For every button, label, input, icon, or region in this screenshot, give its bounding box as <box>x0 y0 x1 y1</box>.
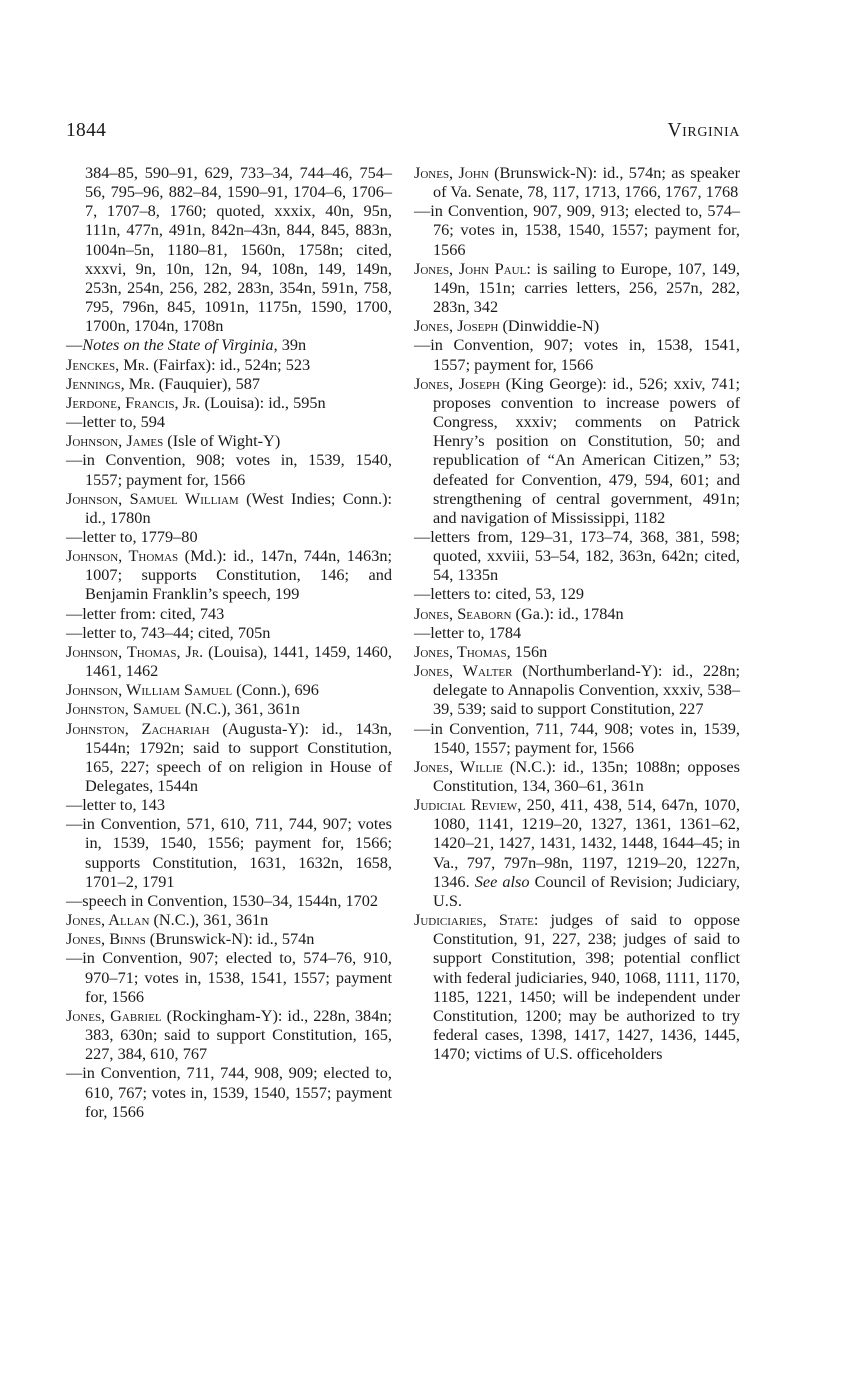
index-entry <box>414 259 740 316</box>
entry-heading: Johnson, Thomas, Jr. <box>66 641 204 661</box>
entry-text: : is sailing to Europe, 107, 149, 149n, 151n; carries letters, 256, 257n, 282, 283n, 342 <box>433 258 740 317</box>
page-header <box>66 120 740 150</box>
entry-text: (West Indies; Conn.): id., 1780n <box>85 488 393 527</box>
entry-text: , 39n <box>273 335 307 355</box>
entry-heading: Jones, Willie <box>414 756 503 776</box>
entry-text: (Conn.), 696 <box>232 680 319 700</box>
entry-text: Council of Revision; Judiciary, U.S. <box>433 871 740 910</box>
index-entry <box>414 910 740 1063</box>
index-entry <box>66 910 392 929</box>
entry-text: (Fauquier), 587 <box>154 373 260 393</box>
entry-italic-text: Notes on the State of Virginia <box>82 335 274 355</box>
index-entry <box>66 527 392 546</box>
index-entry <box>66 642 392 680</box>
index-entry <box>66 412 392 431</box>
entry-text: (Dinwiddie-N) <box>498 316 600 336</box>
entry-heading: Jerdone, Francis, Jr. <box>66 392 201 412</box>
entry-text: : judges of said to oppose Constitution, 91, 227, 238; judges of said to support Constitution, 398; potential conflict with federal judiciaries, 940, 1068, 1111, 1170, 1185, 1221, 1450; will be independent under Constitution, 1200; may be authorized to try federal cases, 1398, 1417, 1427, 1436, 1445, 1470; victims of U.S. officeholders <box>433 910 740 1064</box>
entry-italic-text: See also <box>474 871 530 891</box>
index-entry <box>414 642 740 661</box>
entry-text: —letter to, 143 <box>66 795 166 815</box>
index-entry <box>414 623 740 642</box>
index-entry <box>414 374 740 527</box>
entry-heading: Judicial Review <box>414 795 518 815</box>
running-head: Virginia <box>667 120 740 141</box>
entry-text: —in Convention, 907, 909, 913; elected to, 574–76; votes in, 1538, 1540, 1557; payment for, 1566 <box>414 201 740 259</box>
entry-text: , 250, 411, 438, 514, 647n, 1070, 1080, 1141, 1219–20, 1327, 1361, 1361–62, 1420–21, 1427, 1431, 1432, 1448, 1644–45; in Va., 797, 797n–98n, 1197, 1219–20, 1227n, 1346. <box>433 795 740 891</box>
index-entry <box>414 719 740 757</box>
page-number: 1844 <box>66 120 107 141</box>
entry-text: —in Convention, 571, 610, 711, 744, 907; votes in, 1539, 1540, 1556; payment for, 1566; supports Constitution, 1631, 1632n, 1658, 1701–2, 1791 <box>66 814 392 891</box>
entry-text: (Northumberland-Y): id., 228n; delegate to Annapolis Convention, xxxiv, 538–39, 539; said to support Constitution, 227 <box>433 661 740 719</box>
index-entry <box>66 431 392 450</box>
entry-text: —in Convention, 711, 744, 908; votes in, 1539, 1540, 1557; payment for, 1566 <box>414 718 740 757</box>
index-entry <box>414 584 740 603</box>
entry-text: —in Convention, 907; elected to, 574–76, 910, 970–71; votes in, 1538, 1541, 1557; payment for, 1566 <box>66 948 392 1006</box>
entry-text: — <box>66 335 83 355</box>
index-entry <box>414 316 740 335</box>
entry-heading: Jones, John <box>414 163 489 182</box>
index-entry <box>414 527 740 584</box>
index-entry <box>66 335 392 354</box>
entry-text: —speech in Convention, 1530–34, 1544n, 1702 <box>66 890 379 910</box>
entry-text: (Louisa): id., 595n <box>200 392 326 412</box>
index-entry <box>66 393 392 412</box>
index-entry <box>66 795 392 814</box>
index-entry <box>66 1006 392 1063</box>
index-entry <box>414 201 740 258</box>
entry-heading: Jones, Allan <box>66 910 150 930</box>
index-entry <box>66 604 392 623</box>
index-entry <box>66 948 392 1005</box>
index-entry <box>414 604 740 623</box>
index-entry <box>414 757 740 795</box>
entry-heading: Jones, John Paul <box>414 258 527 278</box>
entry-text: (Isle of Wight-Y) <box>163 431 281 451</box>
entry-text: (N.C.), 361, 361n <box>149 910 269 930</box>
entry-text: —letters from, 129–31, 173–74, 368, 381, 598; quoted, xxviii, 53–54, 182, 363n, 642n; cited, 54, 1335n <box>414 526 740 585</box>
entry-text: —in Convention, 907; votes in, 1538, 1541, 1557; payment for, 1566 <box>414 335 740 374</box>
index-entry <box>66 1063 392 1120</box>
entry-text: —letter to, 1784 <box>414 622 522 642</box>
entry-heading: Jones, Joseph <box>414 373 500 393</box>
entry-heading: Jones, Seaborn <box>414 603 512 623</box>
index-entry <box>414 661 740 718</box>
entry-heading: Jones, Gabriel <box>66 1005 162 1025</box>
entry-heading: Jennings, Mr. <box>66 373 155 393</box>
entry-text: —letter to, 743–44; cited, 705n <box>66 622 271 642</box>
index-entry <box>66 163 392 335</box>
entry-heading: Johnson, James <box>66 431 164 451</box>
index-entry <box>66 719 392 796</box>
index-entry <box>66 891 392 910</box>
entry-heading: Jones, Thomas <box>414 641 507 661</box>
index-entry <box>66 489 392 527</box>
entry-text: (Fairfax): id., 524n; 523 <box>149 354 311 374</box>
entry-text: (N.C.), 361, 361n <box>181 699 300 719</box>
entry-heading: Johnson, William Samuel <box>66 680 233 700</box>
index-entry <box>66 450 392 488</box>
entry-heading: Johnston, Zachariah <box>66 718 210 738</box>
entry-heading: Johnson, Samuel William <box>66 488 239 508</box>
entry-text: —letter from: cited, 743 <box>66 603 225 623</box>
index-entry <box>66 699 392 718</box>
entry-text: (N.C.): id., 135n; 1088n; opposes Constitution, 134, 360–61, 361n <box>433 756 740 795</box>
entry-heading: Jones, Binns <box>66 929 146 949</box>
entry-text: (Augusta-Y): id., 143n, 1544n; 1792n; said to support Constitution, 165, 227; speech of on religion in House of Delegates, 1544n <box>85 718 392 795</box>
entry-text: —letter to, 1779–80 <box>66 526 198 546</box>
index-entry <box>66 680 392 699</box>
index-entry <box>66 623 392 642</box>
entry-text: —in Convention, 711, 744, 908, 909; elected to, 610, 767; votes in, 1539, 1540, 1557; payment for, 1566 <box>66 1063 392 1121</box>
entry-text: (Louisa), 1441, 1459, 1460, 1461, 1462 <box>85 641 392 681</box>
index-column-right <box>414 163 740 1063</box>
entry-heading: Jones, Walter <box>414 661 513 681</box>
index-column-left <box>66 163 392 1121</box>
index-entry <box>66 374 392 393</box>
index-entry <box>414 795 740 910</box>
entry-text: —letter to, 594 <box>66 412 166 432</box>
index-entry <box>66 355 392 374</box>
entry-heading: Jones, Joseph <box>414 316 499 336</box>
entry-heading: Johnson, Thomas <box>66 546 179 566</box>
entry-text: (Brunswick-N): id., 574n; as speaker of Va. Senate, 78, 117, 1713, 1766, 1767, 1768 <box>433 163 740 202</box>
entry-heading: Judiciaries, State <box>414 910 534 930</box>
entry-text: —letters to: cited, 53, 129 <box>414 584 585 604</box>
entry-text: (Ga.): id., 1784n <box>511 603 624 623</box>
index-entry <box>414 335 740 373</box>
entry-text: 384–85, 590–91, 629, 733–34, 744–46, 754–56, 795–96, 882–84, 1590–91, 1704–6, 1706–7, 1707–8, 1760; quoted, xxxix, 40n, 95n, 111n, 477n, 491n, 842n–43n, 844, 845, 883n, 1004n–5n, 1180–81, 1560n, 1758n; cited, xxxvi, 9n, 10n, 12n, 94, 108n, 149, 149n, 253n, 254n, 256, 282, 283n, 354n, 591n, 758, 795, 796n, 845, 1091n, 1175n, 1590, 1700, 1700n, 1704n, 1708n <box>85 163 392 336</box>
index-entry <box>66 814 392 891</box>
entry-text: , 156n <box>506 641 548 661</box>
entry-text: (Md.): id., 147n, 744n, 1463n; 1007; supports Constitution, 146; and Benjamin Franklin’s speech, 199 <box>85 546 393 604</box>
entry-text: (Brunswick-N): id., 574n <box>145 929 315 949</box>
index-entry <box>66 929 392 948</box>
index-entry <box>414 163 740 201</box>
entry-heading: Johnston, Samuel <box>66 699 181 719</box>
entry-text: —in Convention, 908; votes in, 1539, 1540, 1557; payment for, 1566 <box>66 450 392 489</box>
entry-heading: Jenckes, Mr. <box>66 354 150 374</box>
entry-text: (King George): id., 526; xxiv, 741; proposes convention to increase powers of Congress, xxxiv; comments on Patrick Henry’s position on Constitution, 50; and republication of “An American Citizen,” 53; defeated for Convention, 479, 594, 601; and strengthening of central government, 491n; and navigation of Mississippi, 1182 <box>433 373 740 527</box>
entry-text: (Rockingham-Y): id., 228n, 384n; 383, 630n; said to support Constitution, 165, 227, 384, 610, 767 <box>85 1005 392 1064</box>
index-entry <box>66 546 392 603</box>
